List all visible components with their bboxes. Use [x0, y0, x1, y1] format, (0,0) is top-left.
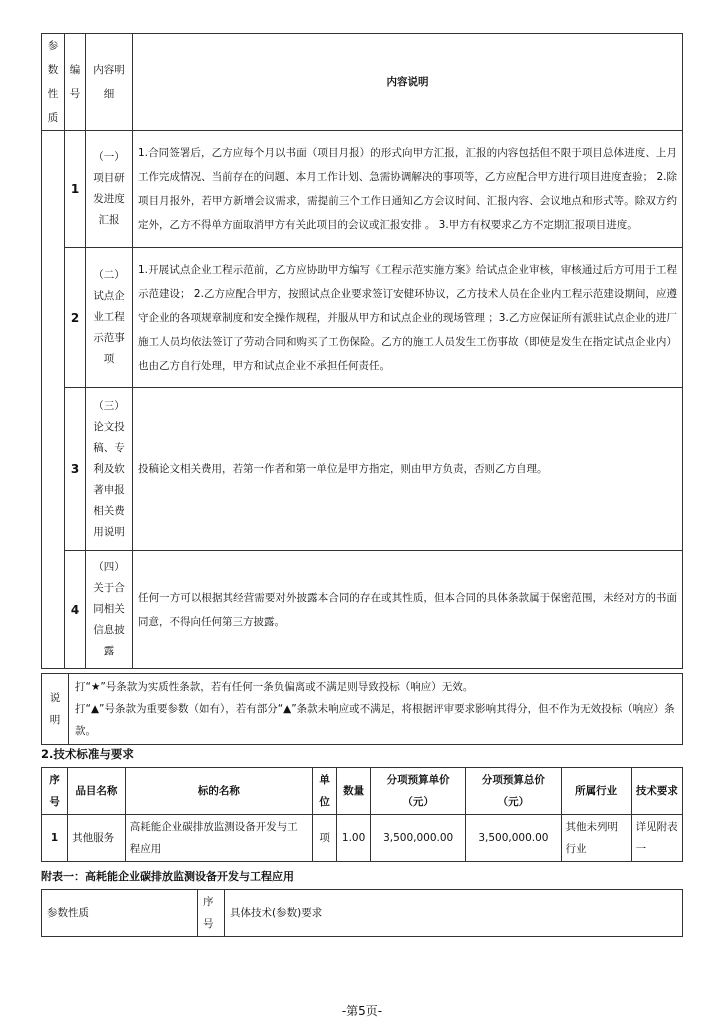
table-row — [42, 131, 683, 248]
cell-total-price: 3,500,000.00 — [466, 815, 561, 862]
row-item: （三）论文投稿、专利及软著申报相关费用说明 — [86, 388, 133, 551]
appendix-table — [41, 889, 683, 937]
explanation-content — [69, 674, 683, 745]
header-cell: 单位 — [313, 768, 337, 815]
explanation-table — [41, 673, 683, 745]
param-cell — [42, 131, 65, 669]
header-cell: 所属行业 — [561, 768, 631, 815]
header-cell: 序号 — [198, 890, 225, 937]
header-param — [42, 34, 65, 131]
explanation-line-2: 打“▲”号条款为重要参数（如有），若有部分“▲”条款未响应或不满足，将根据评审要求影响其得分，但不作为无效投标（响应）条款。 — [75, 703, 675, 737]
row-num: 3 — [65, 388, 86, 551]
header-param-text: 参数性质 — [47, 40, 59, 124]
header-cell: 技术要求 — [631, 768, 682, 815]
cell-index: 1 — [42, 815, 68, 862]
header-desc — [133, 34, 683, 131]
row-num: 2 — [65, 248, 86, 388]
header-item — [86, 34, 133, 131]
row-item: （一）项目研发进度汇报 — [86, 131, 133, 248]
header-cell: 分项预算单价（元） — [371, 768, 466, 815]
header-num-text: 编号 — [69, 64, 81, 100]
cell-tech-req: 详见附表一 — [631, 815, 682, 862]
explanation-line-1: 打“★”号条款为实质性条款，若有任何一条负偏离或不满足则导致投标（响应）无效。 — [75, 681, 474, 693]
table-header-row — [42, 768, 683, 815]
row-desc: 投稿论文相关费用，若第一作者和第一单位是甲方指定，则由甲方负责，否则乙方自理。 — [133, 388, 683, 551]
header-cell: 序号 — [42, 768, 68, 815]
header-cell: 参数性质 — [42, 890, 198, 937]
appendix-title: 附表一：高耗能企业碳排放监测设备开发与工程应用 — [41, 870, 294, 883]
page-number: -第5页- — [341, 1004, 383, 1018]
table-header-row — [42, 890, 683, 937]
header-num — [65, 34, 86, 131]
header-cell: 品目名称 — [68, 768, 126, 815]
cell-industry: 其他未列明行业 — [561, 815, 631, 862]
explanation-label: 说明 — [42, 674, 69, 745]
cell-unit-price: 3,500,000.00 — [371, 815, 466, 862]
header-cell: 数量 — [337, 768, 371, 815]
row-desc: 1.合同签署后，乙方应每个月以书面（项目月报）的形式向甲方汇报，汇报的内容包括但不限于项目总体进度、上月工作完成情况、当前存在的问题、本月工作计划、急需协调解决的事项等，乙方应配合甲方进行项目进度查验； 2.除项目月报外，若甲方新增会议需求，需提前三个工作日通知乙方会议时间、汇报内容、会议地点和形式等。除双方约定外，乙方不得单方面取消甲方有关此项目的会议或汇报安排 。 3.甲方有权要求乙方不定期汇报项目进度。 — [133, 131, 683, 248]
table-row — [42, 815, 683, 862]
cell-subject: 高耗能企业碳排放监测设备开发与工程应用 — [125, 815, 312, 862]
table-header-row — [42, 34, 683, 131]
section-title: 2.技术标准与要求 — [41, 747, 134, 761]
row-item: （二）试点企业工程示范事项 — [86, 248, 133, 388]
contract-terms-table — [41, 33, 683, 669]
cell-quantity: 1.00 — [337, 815, 371, 862]
row-num: 4 — [65, 551, 86, 669]
row-desc: 任何一方可以根据其经营需要对外披露本合同的存在或其性质，但本合同的具体条款属于保密范围，未经对方的书面同意，不得向任何第三方披露。 — [133, 551, 683, 669]
cell-unit: 项 — [313, 815, 337, 862]
table-row — [42, 248, 683, 388]
header-cell: 具体技术(参数)要求 — [225, 890, 683, 937]
header-cell: 标的名称 — [125, 768, 312, 815]
explanation-row — [42, 674, 683, 745]
header-item-text: 内容明细 — [93, 64, 125, 100]
table-row — [42, 551, 683, 669]
row-num: 1 — [65, 131, 86, 248]
row-item: （四）关于合同相关信息披露 — [86, 551, 133, 669]
cell-category: 其他服务 — [68, 815, 126, 862]
header-cell: 分项预算总价（元） — [466, 768, 561, 815]
row-desc: 1.开展试点企业工程示范前，乙方应协助甲方编写《工程示范实施方案》给试点企业审核，审核通过后方可用于工程示范建设； 2.乙方应配合甲方，按照试点企业要求签订安健环协议，乙方技术人员在企业内工程示范建设期间，应遵守企业的各项规章制度和安全操作规程，并服从甲方和试点企业的现场管理 ；3.乙方应保证所有派驻试点企业的进厂施工人员均依法签订了劳动合同和购买了工伤保险。乙方的施工人员发生工伤事故（即使是发生在指定试点企业内）也由乙方自行处理，甲方和试点企业不承担任何责任。 — [133, 248, 683, 388]
table-row — [42, 388, 683, 551]
technical-standards-table — [41, 767, 683, 862]
header-desc-text: 内容说明 — [386, 76, 429, 88]
